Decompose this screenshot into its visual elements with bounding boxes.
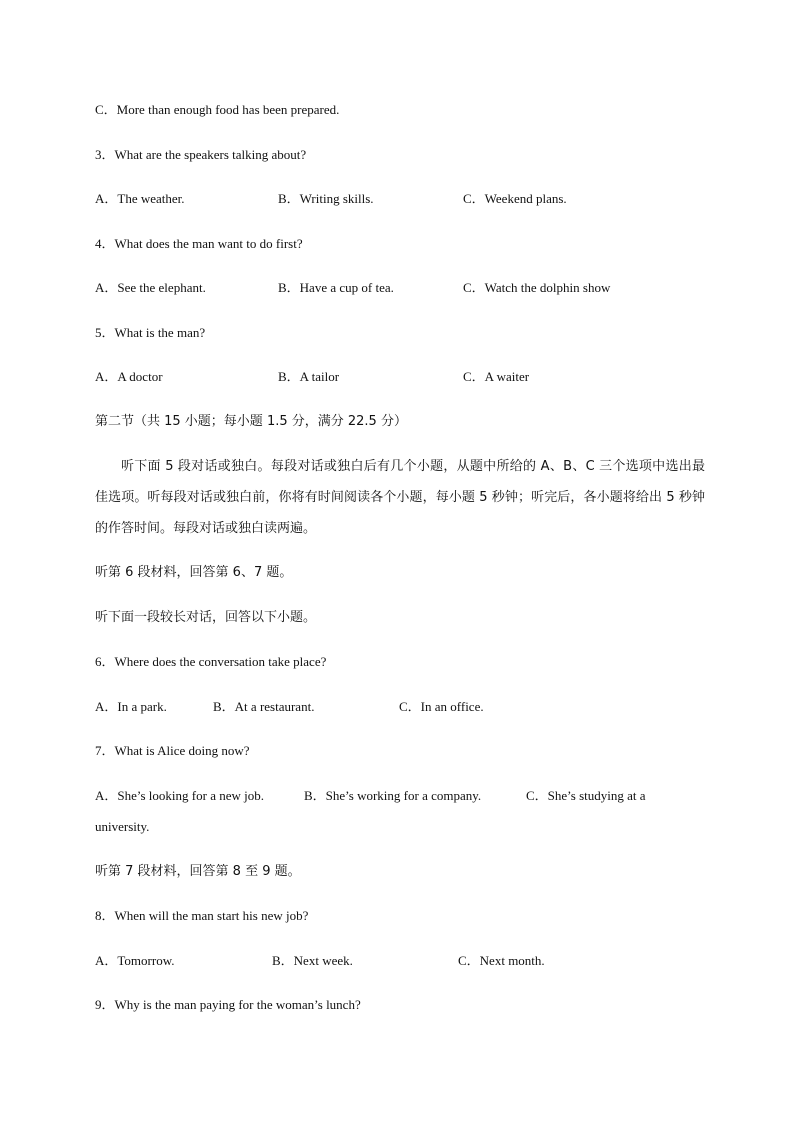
- q9-question: 9．Why is the man paying for the woman’s lunch?: [95, 997, 361, 1012]
- section2-heading: 第二节（共 15 小题；每小题 1.5 分，满分 22.5 分）: [95, 414, 407, 429]
- q3-option-c: C．Weekend plans.: [463, 191, 567, 206]
- q8-option-a: A．Tomorrow.: [95, 953, 175, 968]
- q5-option-a: A．A doctor: [95, 369, 163, 384]
- q4-question: 4．What does the man want to do first?: [95, 236, 303, 251]
- q5-option-c: C．A waiter: [463, 369, 530, 384]
- q7-option-a: A．She’s looking for a new job.: [95, 788, 264, 803]
- material6-intro: 听第 6 段材料，回答第 6、7 题。: [95, 565, 293, 580]
- q3-option-a: A．The weather.: [95, 191, 185, 206]
- q7-option-c-continuation: university.: [95, 819, 150, 834]
- q8-question: 8．When will the man start his new job?: [95, 908, 309, 923]
- q2-option-c: C．More than enough food has been prepared.: [95, 102, 340, 117]
- q7-question: 7．What is Alice doing now?: [95, 743, 250, 758]
- q6-option-b: B．At a restaurant.: [213, 699, 315, 714]
- q8-option-b: B．Next week.: [272, 953, 353, 968]
- q5-option-b: B．A tailor: [278, 369, 340, 384]
- q7-option-b: B．She’s working for a company.: [304, 788, 482, 803]
- q3-question: 3．What are the speakers talking about?: [95, 147, 307, 162]
- q4-option-b: B．Have a cup of tea.: [278, 280, 394, 295]
- q8-option-c: C．Next month.: [458, 953, 545, 968]
- q6-option-a: A．In a park.: [95, 699, 167, 714]
- q7-option-c: C．She’s studying at a: [526, 788, 646, 803]
- material6-sub-intro: 听下面一段较长对话，回答以下小题。: [95, 610, 317, 625]
- q6-option-c: C．In an office.: [399, 699, 484, 714]
- section2-instructions: 听下面 5 段对话或独白。每段对话或独白后有几个小题，从题中所给的 A、B、C 三个选项中选出最佳选项。听每段对话或独白前，你将有时间阅读各个小题，每小题 5 秒钟；听完后，各小题将给出 5 秒钟的作答时间。每段对话或独白读两遍。: [95, 459, 705, 536]
- q3-option-b: B．Writing skills.: [278, 191, 374, 206]
- q4-option-c: C．Watch the dolphin show: [463, 280, 611, 295]
- q5-question: 5．What is the man?: [95, 325, 206, 340]
- material7-intro: 听第 7 段材料，回答第 8 至 9 题。: [95, 864, 301, 879]
- q4-option-a: A．See the elephant.: [95, 280, 206, 295]
- q6-question: 6．Where does the conversation take place?: [95, 654, 327, 669]
